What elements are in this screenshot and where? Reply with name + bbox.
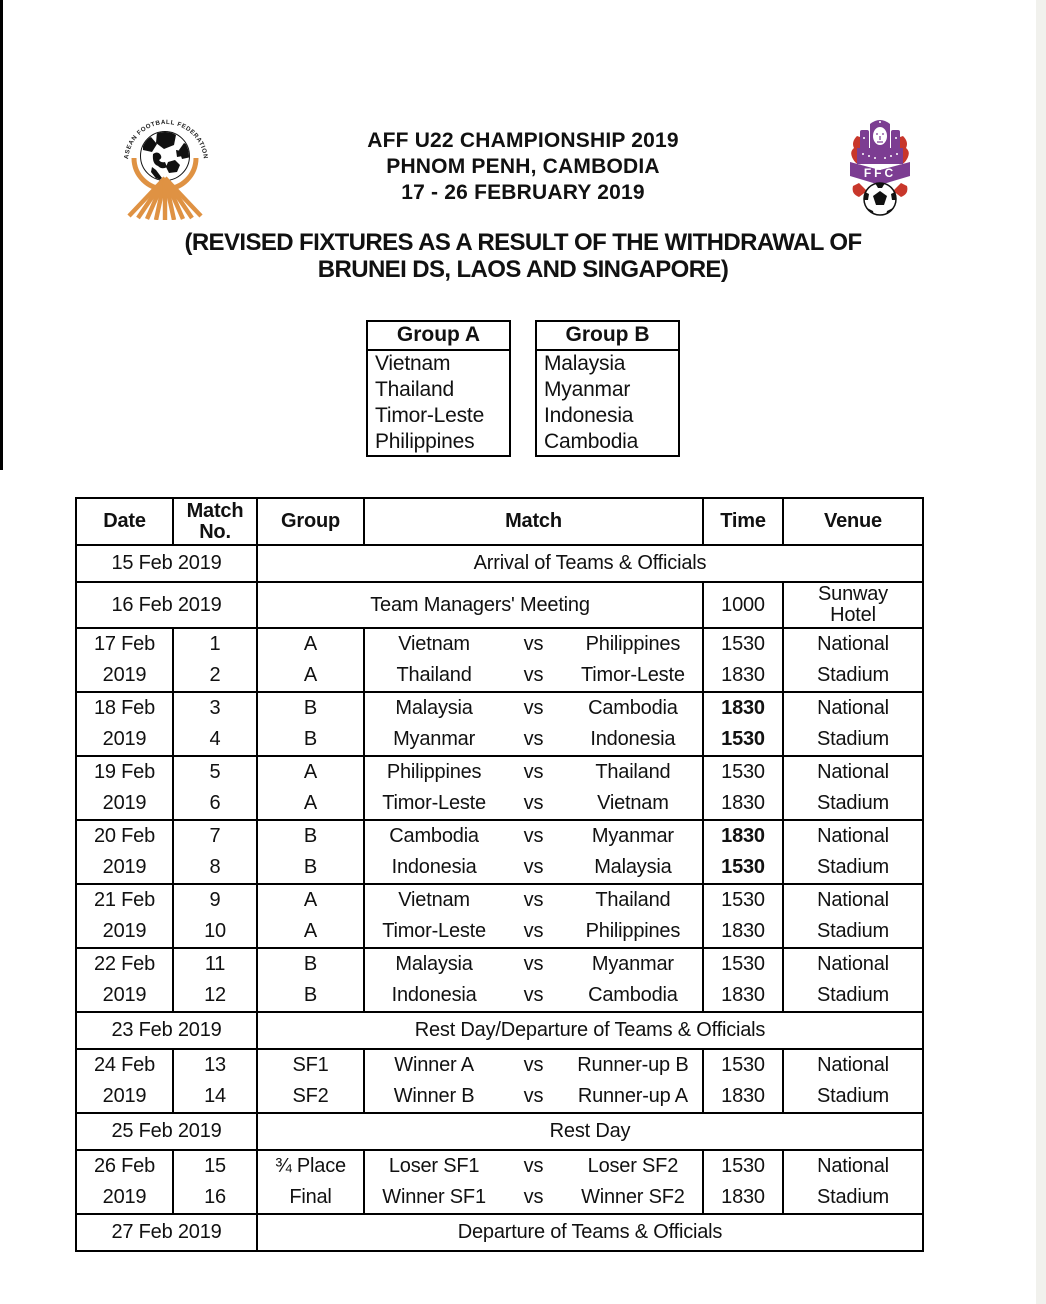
date-cell xyxy=(77,1215,256,1250)
event-cell xyxy=(256,1013,922,1048)
group-label: A xyxy=(303,792,318,814)
page-title xyxy=(273,128,773,206)
time-cell xyxy=(702,1050,782,1112)
away-team: Thailand xyxy=(595,889,671,911)
away-team: Vietnam xyxy=(597,792,669,814)
group-cell xyxy=(256,1050,363,1112)
date-cell xyxy=(77,583,256,627)
match-no-header-line: Match xyxy=(186,499,244,522)
match-no: 12 xyxy=(204,984,226,1006)
group-a-header: Group A xyxy=(368,322,509,351)
match-no: 13 xyxy=(204,1054,226,1076)
event-cell xyxy=(256,1114,922,1149)
date-block-row xyxy=(77,947,922,1011)
event-row xyxy=(77,544,922,581)
table-header-row xyxy=(77,499,922,544)
match-line xyxy=(365,885,702,916)
date-line: 26 Feb xyxy=(93,1155,156,1177)
away-team: Philippines xyxy=(585,633,681,655)
group-header: Group xyxy=(281,510,340,532)
match-no-cell xyxy=(172,629,256,691)
time-cell xyxy=(702,629,782,691)
match-no-header-line: No. xyxy=(199,520,231,543)
vs-label: vs xyxy=(523,1155,544,1177)
match-no-cell xyxy=(172,1151,256,1213)
match-cell xyxy=(363,693,702,755)
group-label: B xyxy=(303,697,318,719)
group-cell xyxy=(256,949,363,1011)
venue-header: Venue xyxy=(824,510,882,532)
match-no: 8 xyxy=(209,856,221,878)
scan-edge-line xyxy=(0,0,3,470)
date-cell xyxy=(77,949,172,1011)
venue-line: National xyxy=(817,1155,889,1177)
group-label: A xyxy=(303,664,318,686)
venue-line: National xyxy=(817,697,889,719)
date-block-row xyxy=(77,883,922,947)
match-line xyxy=(365,980,702,1011)
date-line: 24 Feb xyxy=(93,1054,156,1076)
match-no: 2 xyxy=(209,664,221,686)
venue-line: National xyxy=(817,889,889,911)
time-header-cell xyxy=(702,499,782,544)
date-line: 21 Feb xyxy=(93,889,156,911)
match-line xyxy=(365,757,702,788)
vs-label: vs xyxy=(523,825,544,847)
group-team: Cambodia xyxy=(544,430,639,453)
event-date: 23 Feb 2019 xyxy=(111,1019,222,1041)
home-team: Indonesia xyxy=(391,984,477,1006)
group-a-teams xyxy=(368,351,509,455)
venue-cell xyxy=(782,757,922,819)
match-no: 9 xyxy=(209,889,221,911)
event-row xyxy=(77,1213,922,1250)
venue-line: National xyxy=(817,825,889,847)
date-line: 20 Feb xyxy=(93,825,156,847)
venue-cell xyxy=(782,949,922,1011)
group-cell xyxy=(256,629,363,691)
match-header-cell xyxy=(363,499,702,544)
match-no: 1 xyxy=(209,633,221,655)
home-team: Myanmar xyxy=(393,728,476,750)
group-label: B xyxy=(303,984,318,1006)
match-no: 10 xyxy=(204,920,226,942)
group-cell xyxy=(256,757,363,819)
group-label: A xyxy=(303,633,318,655)
time-cell xyxy=(702,821,782,883)
date-cell xyxy=(77,1114,256,1149)
away-team: Timor-Leste xyxy=(581,664,685,686)
match-line xyxy=(365,821,702,852)
date-line: 22 Feb xyxy=(93,953,156,975)
home-team: Winner B xyxy=(393,1085,475,1107)
venue-cell xyxy=(782,693,922,755)
vs-label: vs xyxy=(523,920,544,942)
vs-label: vs xyxy=(523,697,544,719)
event-date: 27 Feb 2019 xyxy=(111,1221,222,1243)
match-cell xyxy=(363,1050,702,1112)
group-label: SF1 xyxy=(292,1054,329,1076)
group-team: Indonesia xyxy=(544,404,634,427)
venue-line: Stadium xyxy=(817,856,889,878)
venue-line: Stadium xyxy=(817,984,889,1006)
aff-rays xyxy=(129,178,201,220)
match-no: 11 xyxy=(204,953,226,975)
group-cell xyxy=(256,693,363,755)
venue-cell xyxy=(782,885,922,947)
vs-label: vs xyxy=(523,953,544,975)
date-block-row xyxy=(77,819,922,883)
match-line xyxy=(365,693,702,724)
title-line-2: PHNOM PENH, CAMBODIA xyxy=(386,155,660,178)
time-value: 1530 xyxy=(721,728,765,750)
time-value: 1830 xyxy=(721,825,765,847)
date-line: 2019 xyxy=(102,792,147,814)
venue-line: Stadium xyxy=(817,664,889,686)
match-line xyxy=(365,724,702,755)
venue-line: National xyxy=(817,761,889,783)
match-cell xyxy=(363,629,702,691)
venue-line: Stadium xyxy=(817,1186,889,1208)
withdrawal-note xyxy=(123,229,923,283)
away-team: Cambodia xyxy=(588,984,678,1006)
group-team: Philippines xyxy=(375,430,475,453)
event-date: 25 Feb 2019 xyxy=(111,1120,222,1142)
home-team: Philippines xyxy=(386,761,482,783)
time-value: 1530 xyxy=(721,761,765,783)
away-team: Indonesia xyxy=(590,728,676,750)
time-value: 1530 xyxy=(721,953,765,975)
group-cell xyxy=(256,1151,363,1213)
time-value: 1530 xyxy=(721,1155,765,1177)
date-cell xyxy=(77,885,172,947)
match-line xyxy=(365,916,702,947)
venue-cell xyxy=(782,583,922,627)
group-label: SF2 xyxy=(292,1085,329,1107)
vs-label: vs xyxy=(523,664,544,686)
vs-label: vs xyxy=(523,1186,544,1208)
date-cell xyxy=(77,546,256,581)
venue-cell xyxy=(782,629,922,691)
match-no-cell xyxy=(172,757,256,819)
group-team: Malaysia xyxy=(544,352,626,375)
venue-cell xyxy=(782,821,922,883)
home-team: Loser SF1 xyxy=(388,1155,480,1177)
home-team: Cambodia xyxy=(389,825,479,847)
event-row xyxy=(77,1011,922,1048)
date-line: 2019 xyxy=(102,664,147,686)
date-cell xyxy=(77,693,172,755)
time-header: Time xyxy=(720,510,766,532)
match-line xyxy=(365,629,702,660)
date-cell xyxy=(77,629,172,691)
match-no: 3 xyxy=(209,697,221,719)
aff-logo xyxy=(116,112,214,225)
home-team: Winner A xyxy=(394,1054,474,1076)
ffc-logo-graphic xyxy=(845,114,915,218)
event-date: 16 Feb 2019 xyxy=(111,593,222,616)
group-label: B xyxy=(303,728,318,750)
vs-label: vs xyxy=(523,984,544,1006)
group-b-header: Group B xyxy=(537,322,678,351)
fixtures-table xyxy=(75,497,924,1252)
time-value: 1530 xyxy=(721,633,765,655)
date-block-row xyxy=(77,755,922,819)
venue-cell xyxy=(782,1050,922,1112)
group-label: B xyxy=(303,953,318,975)
event-label: Rest Day/Departure of Teams & Officials xyxy=(414,1019,766,1041)
time-value: 1000 xyxy=(721,593,765,616)
match-cell xyxy=(363,1151,702,1213)
home-team: Vietnam xyxy=(398,889,470,911)
withdrawal-note-line-1: (REVISED FIXTURES AS A RESULT OF THE WITHDRAWAL OF xyxy=(184,229,862,256)
time-cell xyxy=(702,583,782,627)
event-label: Arrival of Teams & Officials xyxy=(473,552,707,574)
time-value: 1830 xyxy=(721,1085,765,1107)
date-header: Date xyxy=(103,510,146,532)
venue-line: Stadium xyxy=(817,728,889,750)
date-block-row xyxy=(77,627,922,691)
event-row xyxy=(77,581,922,627)
group-header-cell xyxy=(256,499,363,544)
match-no-cell xyxy=(172,885,256,947)
time-cell xyxy=(702,1151,782,1213)
ffc-banner-text: FFC xyxy=(863,166,897,180)
date-cell xyxy=(77,821,172,883)
ffc-logo xyxy=(845,114,915,223)
away-team: Myanmar xyxy=(591,953,674,975)
time-value: 1830 xyxy=(721,984,765,1006)
group-label: A xyxy=(303,761,318,783)
date-line: 18 Feb xyxy=(93,697,156,719)
aff-logo-graphic xyxy=(116,112,214,220)
group-b-teams xyxy=(537,351,678,455)
group-team: Vietnam xyxy=(375,352,451,375)
match-no-cell xyxy=(172,1050,256,1112)
vs-label: vs xyxy=(523,761,544,783)
time-value: 1830 xyxy=(721,664,765,686)
home-team: Timor-Leste xyxy=(382,792,486,814)
match-no: 7 xyxy=(209,825,221,847)
vs-label: vs xyxy=(523,1085,544,1107)
venue-line: Hotel xyxy=(830,604,876,626)
away-team: Winner SF2 xyxy=(581,1186,685,1208)
time-value: 1830 xyxy=(721,1186,765,1208)
time-value: 1530 xyxy=(721,889,765,911)
date-block-row xyxy=(77,1048,922,1112)
away-team: Runner-up A xyxy=(577,1085,688,1107)
title-line-3: 17 - 26 FEBRUARY 2019 xyxy=(401,181,645,204)
group-team: Myanmar xyxy=(544,378,631,401)
page-edge-shade xyxy=(1036,0,1046,1304)
group-label: ¾ Place xyxy=(275,1155,346,1177)
withdrawal-note-line-2: BRUNEI DS, LAOS AND SINGAPORE) xyxy=(317,256,729,283)
group-b-box xyxy=(535,320,680,457)
match-no: 16 xyxy=(204,1186,226,1208)
event-label: Rest Day xyxy=(549,1120,631,1142)
group-cell xyxy=(256,885,363,947)
match-line xyxy=(365,1151,702,1182)
match-header: Match xyxy=(505,510,562,532)
title-line-1: AFF U22 CHAMPIONSHIP 2019 xyxy=(367,129,679,152)
group-cell xyxy=(256,821,363,883)
date-line: 17 Feb xyxy=(93,633,156,655)
date-cell xyxy=(77,757,172,819)
event-label: Team Managers' Meeting xyxy=(370,593,590,616)
date-line: 2019 xyxy=(102,1085,147,1107)
time-value: 1530 xyxy=(721,856,765,878)
match-cell xyxy=(363,821,702,883)
vs-label: vs xyxy=(523,633,544,655)
vs-label: vs xyxy=(523,1054,544,1076)
match-line xyxy=(365,1081,702,1112)
group-label: A xyxy=(303,889,318,911)
away-team: Philippines xyxy=(585,920,681,942)
away-team: Thailand xyxy=(595,761,671,783)
event-date: 15 Feb 2019 xyxy=(111,552,222,574)
time-value: 1530 xyxy=(721,1054,765,1076)
venue-line: National xyxy=(817,633,889,655)
time-cell xyxy=(702,885,782,947)
aff-arc-text: ASEAN FOOTBALL FEDERATION xyxy=(123,118,209,160)
match-line xyxy=(365,852,702,883)
group-label: Final xyxy=(289,1186,332,1208)
time-cell xyxy=(702,693,782,755)
venue-line: Sunway xyxy=(818,583,888,605)
match-line xyxy=(365,1182,702,1213)
home-team: Vietnam xyxy=(398,633,470,655)
group-label: B xyxy=(303,856,318,878)
home-team: Thailand xyxy=(396,664,472,686)
date-line: 2019 xyxy=(102,856,147,878)
time-cell xyxy=(702,757,782,819)
venue-cell xyxy=(782,1151,922,1213)
match-no: 6 xyxy=(209,792,221,814)
venue-line: Stadium xyxy=(817,1085,889,1107)
match-no-header-cell xyxy=(172,499,256,544)
match-no-cell xyxy=(172,821,256,883)
event-cell xyxy=(256,546,922,581)
away-team: Loser SF2 xyxy=(587,1155,679,1177)
match-cell xyxy=(363,757,702,819)
group-label: B xyxy=(303,825,318,847)
venue-line: Stadium xyxy=(817,920,889,942)
group-team: Timor-Leste xyxy=(375,404,485,427)
away-team: Myanmar xyxy=(591,825,674,847)
away-team: Runner-up B xyxy=(577,1054,689,1076)
venue-line: National xyxy=(817,1054,889,1076)
date-cell xyxy=(77,1151,172,1213)
date-line: 2019 xyxy=(102,920,147,942)
venue-line: Stadium xyxy=(817,792,889,814)
match-line xyxy=(365,660,702,691)
match-line xyxy=(365,949,702,980)
time-value: 1830 xyxy=(721,792,765,814)
date-line: 2019 xyxy=(102,728,147,750)
vs-label: vs xyxy=(523,889,544,911)
date-block-row xyxy=(77,1149,922,1213)
date-cell xyxy=(77,1013,256,1048)
match-no-cell xyxy=(172,693,256,755)
group-label: A xyxy=(303,920,318,942)
vs-label: vs xyxy=(523,728,544,750)
venue-line: National xyxy=(817,953,889,975)
match-no: 5 xyxy=(209,761,221,783)
event-cell xyxy=(256,583,702,627)
home-team: Timor-Leste xyxy=(382,920,486,942)
vs-label: vs xyxy=(523,856,544,878)
vs-label: vs xyxy=(523,792,544,814)
home-team: Malaysia xyxy=(395,697,473,719)
match-line xyxy=(365,788,702,819)
date-block-row xyxy=(77,691,922,755)
event-label: Departure of Teams & Officials xyxy=(457,1221,723,1243)
date-line: 2019 xyxy=(102,1186,147,1208)
match-cell xyxy=(363,885,702,947)
home-team: Winner SF1 xyxy=(382,1186,486,1208)
venue-header-cell xyxy=(782,499,922,544)
date-line: 19 Feb xyxy=(93,761,156,783)
match-no: 4 xyxy=(209,728,221,750)
date-header-cell xyxy=(77,499,172,544)
event-cell xyxy=(256,1215,922,1250)
group-team: Thailand xyxy=(375,378,454,401)
away-team: Cambodia xyxy=(588,697,678,719)
match-line xyxy=(365,1050,702,1081)
match-no-cell xyxy=(172,949,256,1011)
match-cell xyxy=(363,949,702,1011)
home-team: Indonesia xyxy=(391,856,477,878)
event-row xyxy=(77,1112,922,1149)
match-no: 14 xyxy=(204,1085,226,1107)
time-value: 1830 xyxy=(721,920,765,942)
home-team: Malaysia xyxy=(395,953,473,975)
time-value: 1830 xyxy=(721,697,765,719)
group-a-box xyxy=(366,320,511,457)
date-cell xyxy=(77,1050,172,1112)
date-line: 2019 xyxy=(102,984,147,1006)
away-team: Malaysia xyxy=(594,856,672,878)
time-cell xyxy=(702,949,782,1011)
match-no: 15 xyxy=(204,1155,226,1177)
